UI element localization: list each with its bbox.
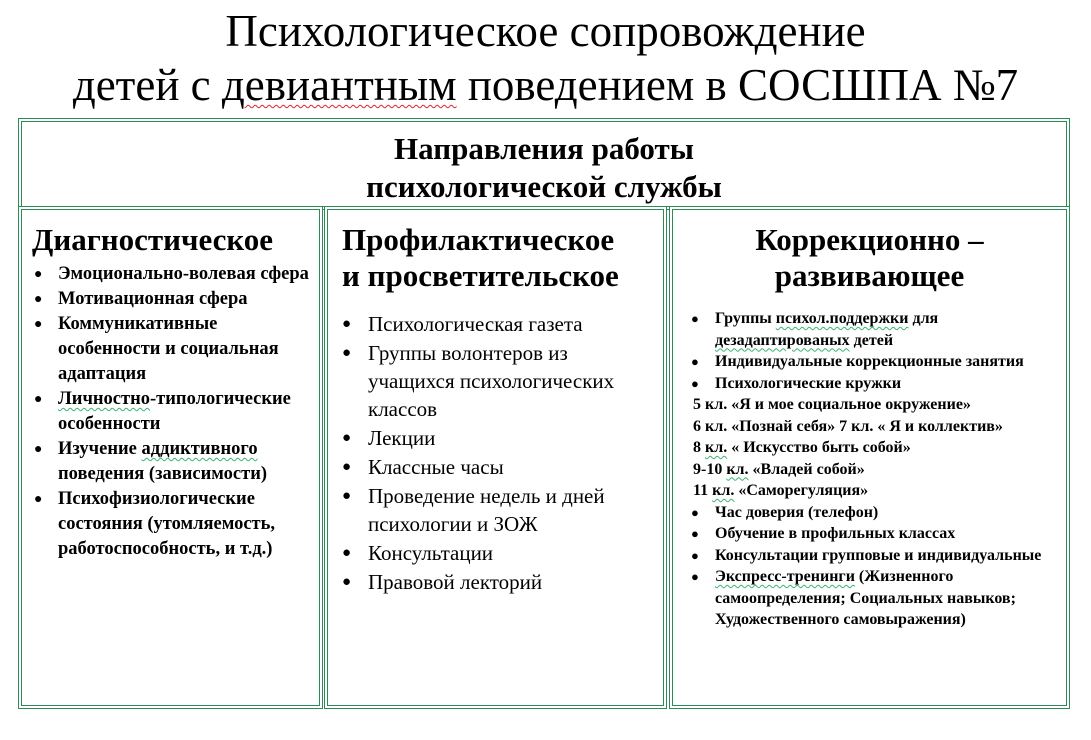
item-text-marked: кл.	[705, 439, 728, 456]
item-text: 8	[693, 439, 705, 456]
item-text: Психологическая газета	[368, 312, 583, 336]
title-marked-word: девиантным	[221, 60, 457, 110]
item-text-marked: Личностно	[58, 389, 150, 409]
item-text: Обучение в профильных классах	[715, 525, 956, 542]
bullet-icon: ●	[691, 311, 699, 326]
item-text-marked: кл.	[712, 482, 735, 499]
list-item	[34, 387, 313, 437]
list-item	[342, 482, 657, 538]
list-item	[34, 437, 313, 487]
column-preventive	[324, 206, 667, 709]
item-text-marked: аддиктивного	[141, 439, 258, 459]
bullet-icon: ●	[342, 459, 352, 475]
bullet-icon: ●	[34, 392, 43, 407]
bullet-icon: ●	[342, 488, 352, 504]
item-text: Проведение недель и дней психологии и ЗОЖ	[368, 484, 605, 536]
item-text-marked: кл.	[726, 460, 749, 478]
item-text-marked: Экспресс-тренинги	[715, 568, 855, 585]
list-item	[342, 339, 657, 423]
bullet-icon: ●	[342, 545, 352, 561]
preventive-list	[328, 294, 663, 596]
grade-line	[689, 480, 1060, 502]
item-text: Консультации	[368, 541, 494, 565]
list-item	[689, 351, 1060, 373]
item-text: 11	[693, 482, 713, 499]
item-text: -типологические особенности	[58, 389, 291, 434]
grade-line: 5 кл. «Я и мое социальное окружение»	[693, 396, 971, 413]
item-text: детей	[849, 331, 894, 349]
title-line-2: и просветительское	[342, 258, 619, 293]
grade-line: 6 кл. «Познай себя» 7 кл. « Я и коллектив»	[693, 417, 1003, 435]
item-text: Час доверия (телефон)	[715, 503, 879, 521]
list-item	[342, 453, 657, 481]
grade-line	[689, 437, 1060, 459]
item-text: « Искусство быть собой»	[727, 439, 911, 456]
list-item	[342, 310, 657, 338]
title-line-1: Психологическое сопровождение	[225, 6, 866, 56]
title-line-2	[0, 58, 1091, 112]
column-corrective	[669, 206, 1070, 709]
item-text: (Жизненного самоопределения; Социальных навыков; Художественного самовыражения)	[715, 568, 1016, 628]
item-text: 9-10	[693, 460, 727, 478]
bullet-icon: ●	[34, 267, 43, 282]
list-item	[689, 502, 1060, 524]
item-text: Классные часы	[368, 455, 504, 479]
list-item	[34, 312, 313, 387]
item-text-marked: психол.поддержки	[775, 310, 909, 327]
grade-line	[689, 459, 1060, 481]
item-text: Лекции	[368, 426, 436, 450]
title-text-after: поведением в СОСШПА №7	[456, 60, 1019, 110]
item-text-marked: дезадаптированых	[715, 331, 850, 349]
bullet-icon: ●	[342, 345, 352, 361]
item-text: Мотивационная сфера	[58, 289, 248, 309]
bullet-icon: ●	[691, 375, 699, 391]
diagnostic-list	[22, 258, 319, 562]
list-item	[689, 308, 1060, 351]
bullet-icon: ●	[691, 354, 699, 369]
item-text: Группы волонтеров из учащихся психологических классов	[368, 341, 615, 421]
list-item	[342, 568, 657, 596]
item-text: Группы	[715, 310, 776, 327]
list-item	[34, 262, 313, 287]
list-item	[689, 523, 1060, 545]
column-title-diagnostic: Диагностическое	[32, 222, 274, 257]
bullet-icon: ●	[34, 442, 43, 457]
bullet-icon: ●	[34, 292, 43, 307]
bullet-icon: ●	[691, 526, 699, 541]
item-text: Коммуникативные особенности и социальная адаптация	[58, 314, 279, 384]
header-line-2: психологической службы	[366, 169, 722, 204]
list-item	[689, 566, 1060, 631]
bullet-icon: ●	[691, 569, 699, 584]
list-item	[34, 487, 313, 562]
column-title-preventive	[328, 210, 663, 294]
bullet-icon: ●	[34, 317, 43, 332]
list-item	[689, 373, 1060, 395]
item-text: «Владей собой»	[748, 460, 865, 478]
bullet-icon: ●	[34, 492, 43, 507]
bullet-icon: ●	[691, 547, 699, 563]
item-text: Эмоционально-волевая сфера	[58, 264, 309, 284]
list-item	[342, 424, 657, 452]
bullet-icon: ●	[342, 316, 352, 332]
title-line-2: развивающее	[774, 258, 965, 293]
item-text: Изучение	[58, 439, 142, 459]
list-item	[689, 545, 1060, 567]
item-text: Консультации групповые и индивидуальные	[715, 546, 1042, 564]
column-diagnostic	[18, 206, 323, 709]
item-text: Индивидуальные коррекционные занятия	[715, 353, 1024, 370]
directions-header	[18, 118, 1070, 210]
item-text: поведения (зависимости)	[58, 464, 268, 484]
list-item	[342, 539, 657, 567]
bullet-icon: ●	[691, 504, 699, 520]
item-text: Правовой лекторий	[368, 570, 543, 594]
item-text: Психологические кружки	[715, 374, 902, 392]
title-text-before: детей с	[72, 60, 222, 110]
item-text: «Саморегуляция»	[734, 482, 869, 499]
title-line-1: Профилактическое	[342, 222, 615, 257]
bullet-icon: ●	[342, 430, 352, 446]
bullet-icon: ●	[342, 574, 352, 590]
list-item	[34, 287, 313, 312]
item-text: Психофизиологические состояния (утомляемость, работоспособность, и т.д.)	[58, 489, 276, 559]
page-title	[0, 4, 1091, 112]
item-text: для	[908, 310, 939, 327]
column-title-corrective	[673, 210, 1066, 294]
title-line-1: Коррекционно –	[755, 222, 984, 257]
corrective-list	[673, 294, 1066, 631]
header-line-1: Направления работы	[394, 131, 694, 166]
